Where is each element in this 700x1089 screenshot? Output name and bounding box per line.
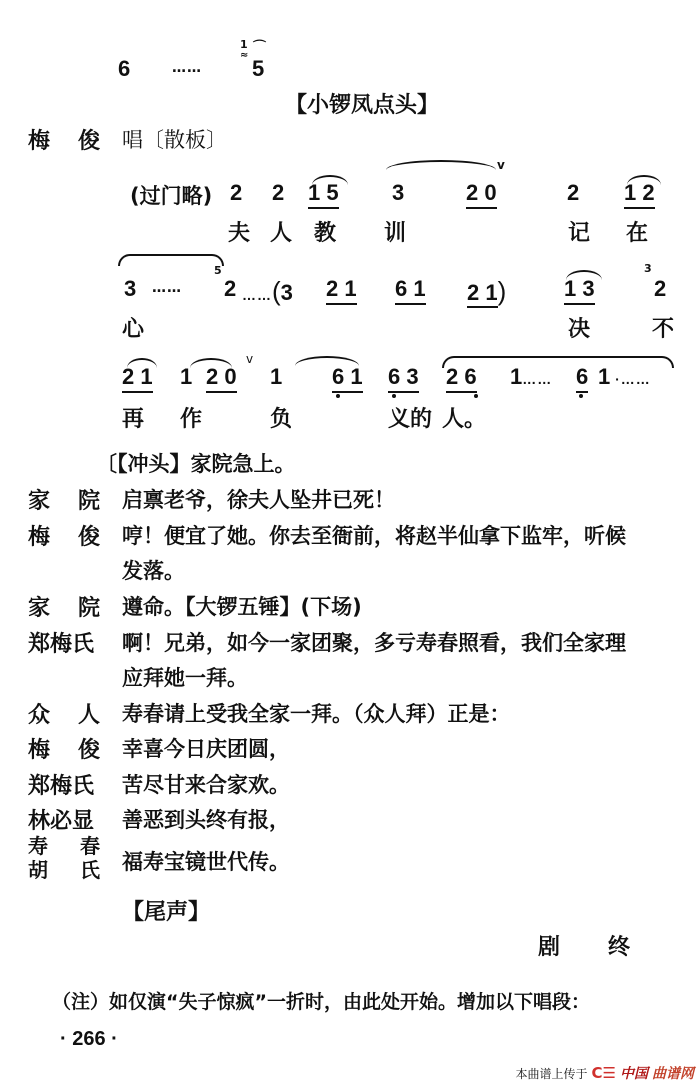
section-title: 【小锣凤点头】 (285, 93, 440, 118)
note: 5 (252, 56, 265, 81)
paren-close: ) (497, 276, 507, 306)
site-logo-icon: C☰ (591, 1064, 616, 1082)
fermata-icon: ⌒ (253, 40, 267, 55)
speaker-char: 人 (77, 703, 100, 728)
speaker-char: 胡 (28, 858, 48, 882)
sustain-dots: …… (522, 371, 553, 387)
speaker-char: 俊 (77, 129, 100, 154)
speaker-char: 俊 (77, 525, 100, 550)
lyric: 心 (122, 317, 145, 342)
lyric: 作 (180, 407, 203, 432)
speaker-char: 梅 (28, 525, 51, 550)
low-octave-dot-icon (579, 394, 583, 398)
speaker-hushi (28, 858, 100, 882)
sustain-dots: ·…… (610, 371, 651, 387)
speaker-char: 家 (28, 596, 51, 621)
speaker-char: 院 (77, 489, 100, 514)
speaker-char: 俊 (77, 738, 100, 763)
note-group: 2 0 (206, 364, 237, 393)
speaker-name: 郑梅氏 (28, 774, 95, 799)
dialogue-line: 寿春请上受我全家一拜。（众人拜）正是： (122, 702, 511, 726)
note: 6 (576, 364, 588, 393)
speaker (28, 520, 100, 551)
dialogue-line: 啊！兄弟，如今一家团聚，多亏寿春照看，我们全家理 (122, 631, 626, 655)
speaker-char: 梅 (28, 129, 51, 154)
speaker (28, 804, 100, 835)
slur-icon (386, 160, 496, 170)
dialogue-line-cont: 发落。 (122, 559, 185, 583)
lyric: 记 (568, 221, 591, 246)
coda-label: 【尾声】 (122, 900, 211, 925)
stage-direction: 〔【冲头】家院急上。 (96, 452, 296, 476)
instrumental-open: ……(3 (242, 276, 293, 306)
dialogue-line: 福寿宝镜世代传。 (122, 850, 290, 874)
grace-stroke-icon: ≈ (240, 50, 249, 61)
dialogue-line-cont: 应拜她一拜。 (122, 666, 248, 690)
sustain-dots: …… (152, 280, 182, 296)
note-sustained: 1…… (510, 364, 553, 389)
speaker (28, 733, 100, 764)
note: 2 (224, 276, 237, 301)
lyric: 人 (270, 221, 293, 246)
low-octave-dot-icon (474, 394, 478, 398)
note: 2 (567, 180, 580, 205)
grace-note: 3 (644, 262, 652, 275)
dialogue-line: 哼！便宜了她。你去至衙前，将赵半仙拿下监牢，听候 (122, 524, 626, 548)
sustain-dots: …… (242, 287, 272, 303)
end-char: 终 (607, 935, 630, 960)
tie-icon (118, 254, 224, 266)
dialogue-line: 启禀老爷，徐夫人坠井已死！ (122, 488, 395, 512)
lyric: 再 (122, 407, 145, 432)
note-group: 1 3 (564, 276, 595, 305)
note: 6 (118, 56, 131, 81)
note-sustained: 1 ·…… (598, 364, 651, 389)
speaker-mei-jun (28, 124, 100, 155)
dialogue-line: 善恶到头终有报， (122, 808, 290, 832)
note: 3 (124, 276, 137, 301)
page-number: · 266 · (60, 1028, 118, 1050)
note-group: 6 3 (388, 364, 419, 393)
low-octave-dot-icon (336, 394, 340, 398)
dialogue-line: 遵命。【大锣五锤】(下场) (122, 595, 362, 619)
note: 3 (392, 180, 405, 205)
lyric: 负 (270, 407, 293, 432)
speaker-char: 氏 (80, 858, 100, 882)
grace-note: 5 (214, 264, 222, 277)
note-group: 2 1 (467, 280, 498, 308)
breath-mark-icon: v (497, 158, 505, 172)
dialogue-line: 幸喜今日庆团圆， (122, 737, 290, 761)
speaker-name: 林必显 (28, 809, 95, 834)
note-group: 2 1 (122, 364, 153, 393)
singing-direction: 唱〔散板〕 (122, 128, 227, 152)
site-name-b: 曲谱网 (652, 1066, 694, 1082)
speaker-char: 寿 (28, 834, 48, 858)
footnote: （注）如仅演“失子惊疯”一折时，由此处开始。增加以下唱段： (52, 991, 590, 1013)
grace-note: 1 (240, 38, 248, 51)
note-group: 2 6 (446, 364, 477, 393)
note: 1 (180, 364, 193, 389)
note-group: 6 1 (332, 364, 363, 393)
note: 2 (272, 180, 285, 205)
speaker (28, 627, 100, 658)
interlude-omitted: (过门略) (130, 184, 213, 208)
lyric: 不 (652, 317, 675, 342)
speaker-char: 春 (80, 834, 100, 858)
speaker-shouchun (28, 834, 100, 858)
end-char: 剧 (538, 935, 561, 960)
watermark-prefix: 本曲谱上传于 (515, 1066, 588, 1081)
paren-open: ( (272, 276, 281, 306)
speaker-char: 众 (28, 703, 51, 728)
lyric: 训 (384, 221, 407, 246)
lyric: 在 (626, 221, 649, 246)
note-group: 6 1 (395, 276, 426, 305)
speaker-char: 梅 (28, 738, 51, 763)
speaker-stack (28, 834, 100, 882)
speaker (28, 698, 100, 729)
note-group-close (467, 276, 506, 307)
note-group: 2 1 (326, 276, 357, 305)
speaker-name: 郑梅氏 (28, 632, 95, 657)
breath-mark-icon: v (246, 352, 254, 366)
watermark (516, 1063, 694, 1083)
note-group: 1 5 (308, 180, 339, 209)
speaker (28, 591, 100, 622)
lyric: 义的 (388, 407, 433, 432)
speaker-char: 家 (28, 489, 51, 514)
sustain-dots: …… (172, 60, 202, 76)
speaker-char: 院 (77, 596, 100, 621)
lyric: 决 (568, 317, 591, 342)
note-group: 1 2 (624, 180, 655, 209)
note-group: 2 0 (466, 180, 497, 209)
dialogue-line: 苦尽甘来合家欢。 (122, 773, 290, 797)
note: 2 (230, 180, 243, 205)
lyric: 夫 (228, 221, 251, 246)
site-name-a: 中国 (620, 1066, 648, 1082)
speaker (28, 484, 100, 515)
note: 1 (270, 364, 283, 389)
end-mark (538, 930, 630, 961)
lyric: 教 (314, 221, 337, 246)
speaker (28, 769, 100, 800)
lyric: 人。 (442, 407, 487, 432)
low-octave-dot-icon (392, 394, 396, 398)
note: 2 (654, 276, 667, 301)
